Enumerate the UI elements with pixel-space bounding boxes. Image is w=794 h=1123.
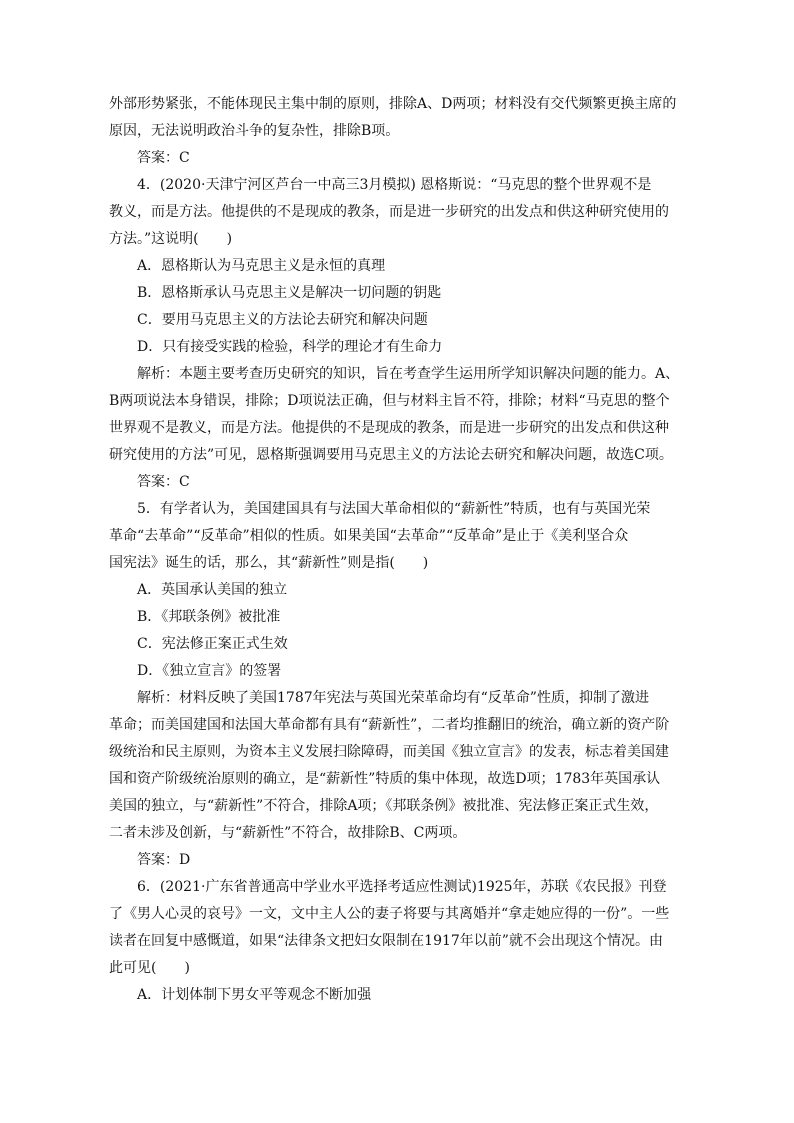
text-line: 革命“去革命”“反革命”相似的性质。如果美国“去革命”“反革命”是止于《美利坚合众 xyxy=(109,528,629,544)
text-line: 国宪法》诞生的话，那么，其“薪新性”则是指( ) xyxy=(109,555,429,571)
text-line: 解析：材料反映了美国1787年宪法与英国光荣革命均有“反革命”性质，抑制了激进 xyxy=(137,690,649,706)
text-line: A．计划体制下男女平等观念不断加强 xyxy=(137,987,372,1003)
text-line: A．英国承认美国的独立 xyxy=(137,582,288,598)
text-line: 答案：C xyxy=(137,150,190,166)
text-line: 美国的独立，与“薪新性”不符合，排除A项；《邦联条例》被批准、宪法修正案正式生效， xyxy=(109,798,659,814)
text-line: B．恩格斯承认马克思主义是解决一切问题的钥匙 xyxy=(137,285,442,301)
text-line: B．《邦联条例》被批准 xyxy=(137,609,281,625)
text-line: 研究使用的方法”可见，恩格斯强调要用马克思主义的方法论去研究和解决问题，故选C项。 xyxy=(109,447,673,463)
text-line: 方法。”这说明( ) xyxy=(109,231,233,247)
text-line: 教义，而是方法。他提供的不是现成的教条，而是进一步研究的出发点和供这种研究使用的 xyxy=(109,204,669,220)
text-line: D．只有接受实践的检验，科学的理论才有生命力 xyxy=(137,339,443,355)
text-line: 国和资产阶级统治原则的确立，是“薪新性”特质的集中体现，故选D项；1783年英国承认 xyxy=(109,771,661,787)
text-line: C．要用马克思主义的方法论去研究和解决问题 xyxy=(137,312,428,328)
text-line: 了《男人心灵的哀号》一文，文中主人公的妻子将要与其离婚并“拿走她应得的一份”。一些 xyxy=(109,906,670,922)
document-page xyxy=(109,91,689,1009)
text-line: C．宪法修正案正式生效 xyxy=(137,636,288,652)
text-line: 外部形势紧张，不能体现民主集中制的原则，排除A、D两项；材料没有交代频繁更换主席的 xyxy=(109,96,677,112)
text-line: 级统治和民主原则，为资本主义发展扫除障碍，而美国《独立宣言》的发表，标志着美国建 xyxy=(109,744,669,760)
text-line: 5．有学者认为，美国建国具有与法国大革命相似的“薪新性”特质，也有与英国光荣 xyxy=(137,501,651,517)
text-line: 4．(2020·天津宁河区芦台一中高三3月模拟) 恩格斯说：“马克思的整个世界观不是 xyxy=(137,177,652,193)
text-line: 读者在回复中感慨道，如果“法律条文把妇女限制在1917年以前”就不会出现这个情况。由 xyxy=(109,933,663,949)
text-line: 答案：D xyxy=(137,852,191,868)
text-line: 6．(2021·广东省普通高中学业水平选择考适应性测试)1925年，苏联《农民报》刊登 xyxy=(137,879,667,895)
text-line: 此可见( ) xyxy=(109,960,190,976)
text-line: 二者未涉及创新，与“薪新性”不符合，故排除B、C两项。 xyxy=(109,825,467,841)
text-line: 答案：C xyxy=(137,474,190,490)
text-line: A．恩格斯认为马克思主义是永恒的真理 xyxy=(137,258,386,274)
text-line: 世界观不是教义，而是方法。他提供的不是现成的教条，而是进一步研究的出发点和供这种 xyxy=(109,420,669,436)
text-line: 革命；而美国建国和法国大革命都有具有“薪新性”，二者均推翻旧的统治，确立新的资产阶 xyxy=(109,717,670,733)
text-line: 原因，无法说明政治斗争的复杂性，排除B项。 xyxy=(109,123,400,139)
text-line: 解析：本题主要考查历史研究的知识，旨在考查学生运用所学知识解决问题的能力。A、 xyxy=(137,366,680,382)
text-line: B两项说法本身错误，排除；D项说法正确，但与材料主旨不符，排除；材料“马克思的整个 xyxy=(109,393,670,409)
text-line: D．《独立宣言》的签署 xyxy=(137,663,282,679)
